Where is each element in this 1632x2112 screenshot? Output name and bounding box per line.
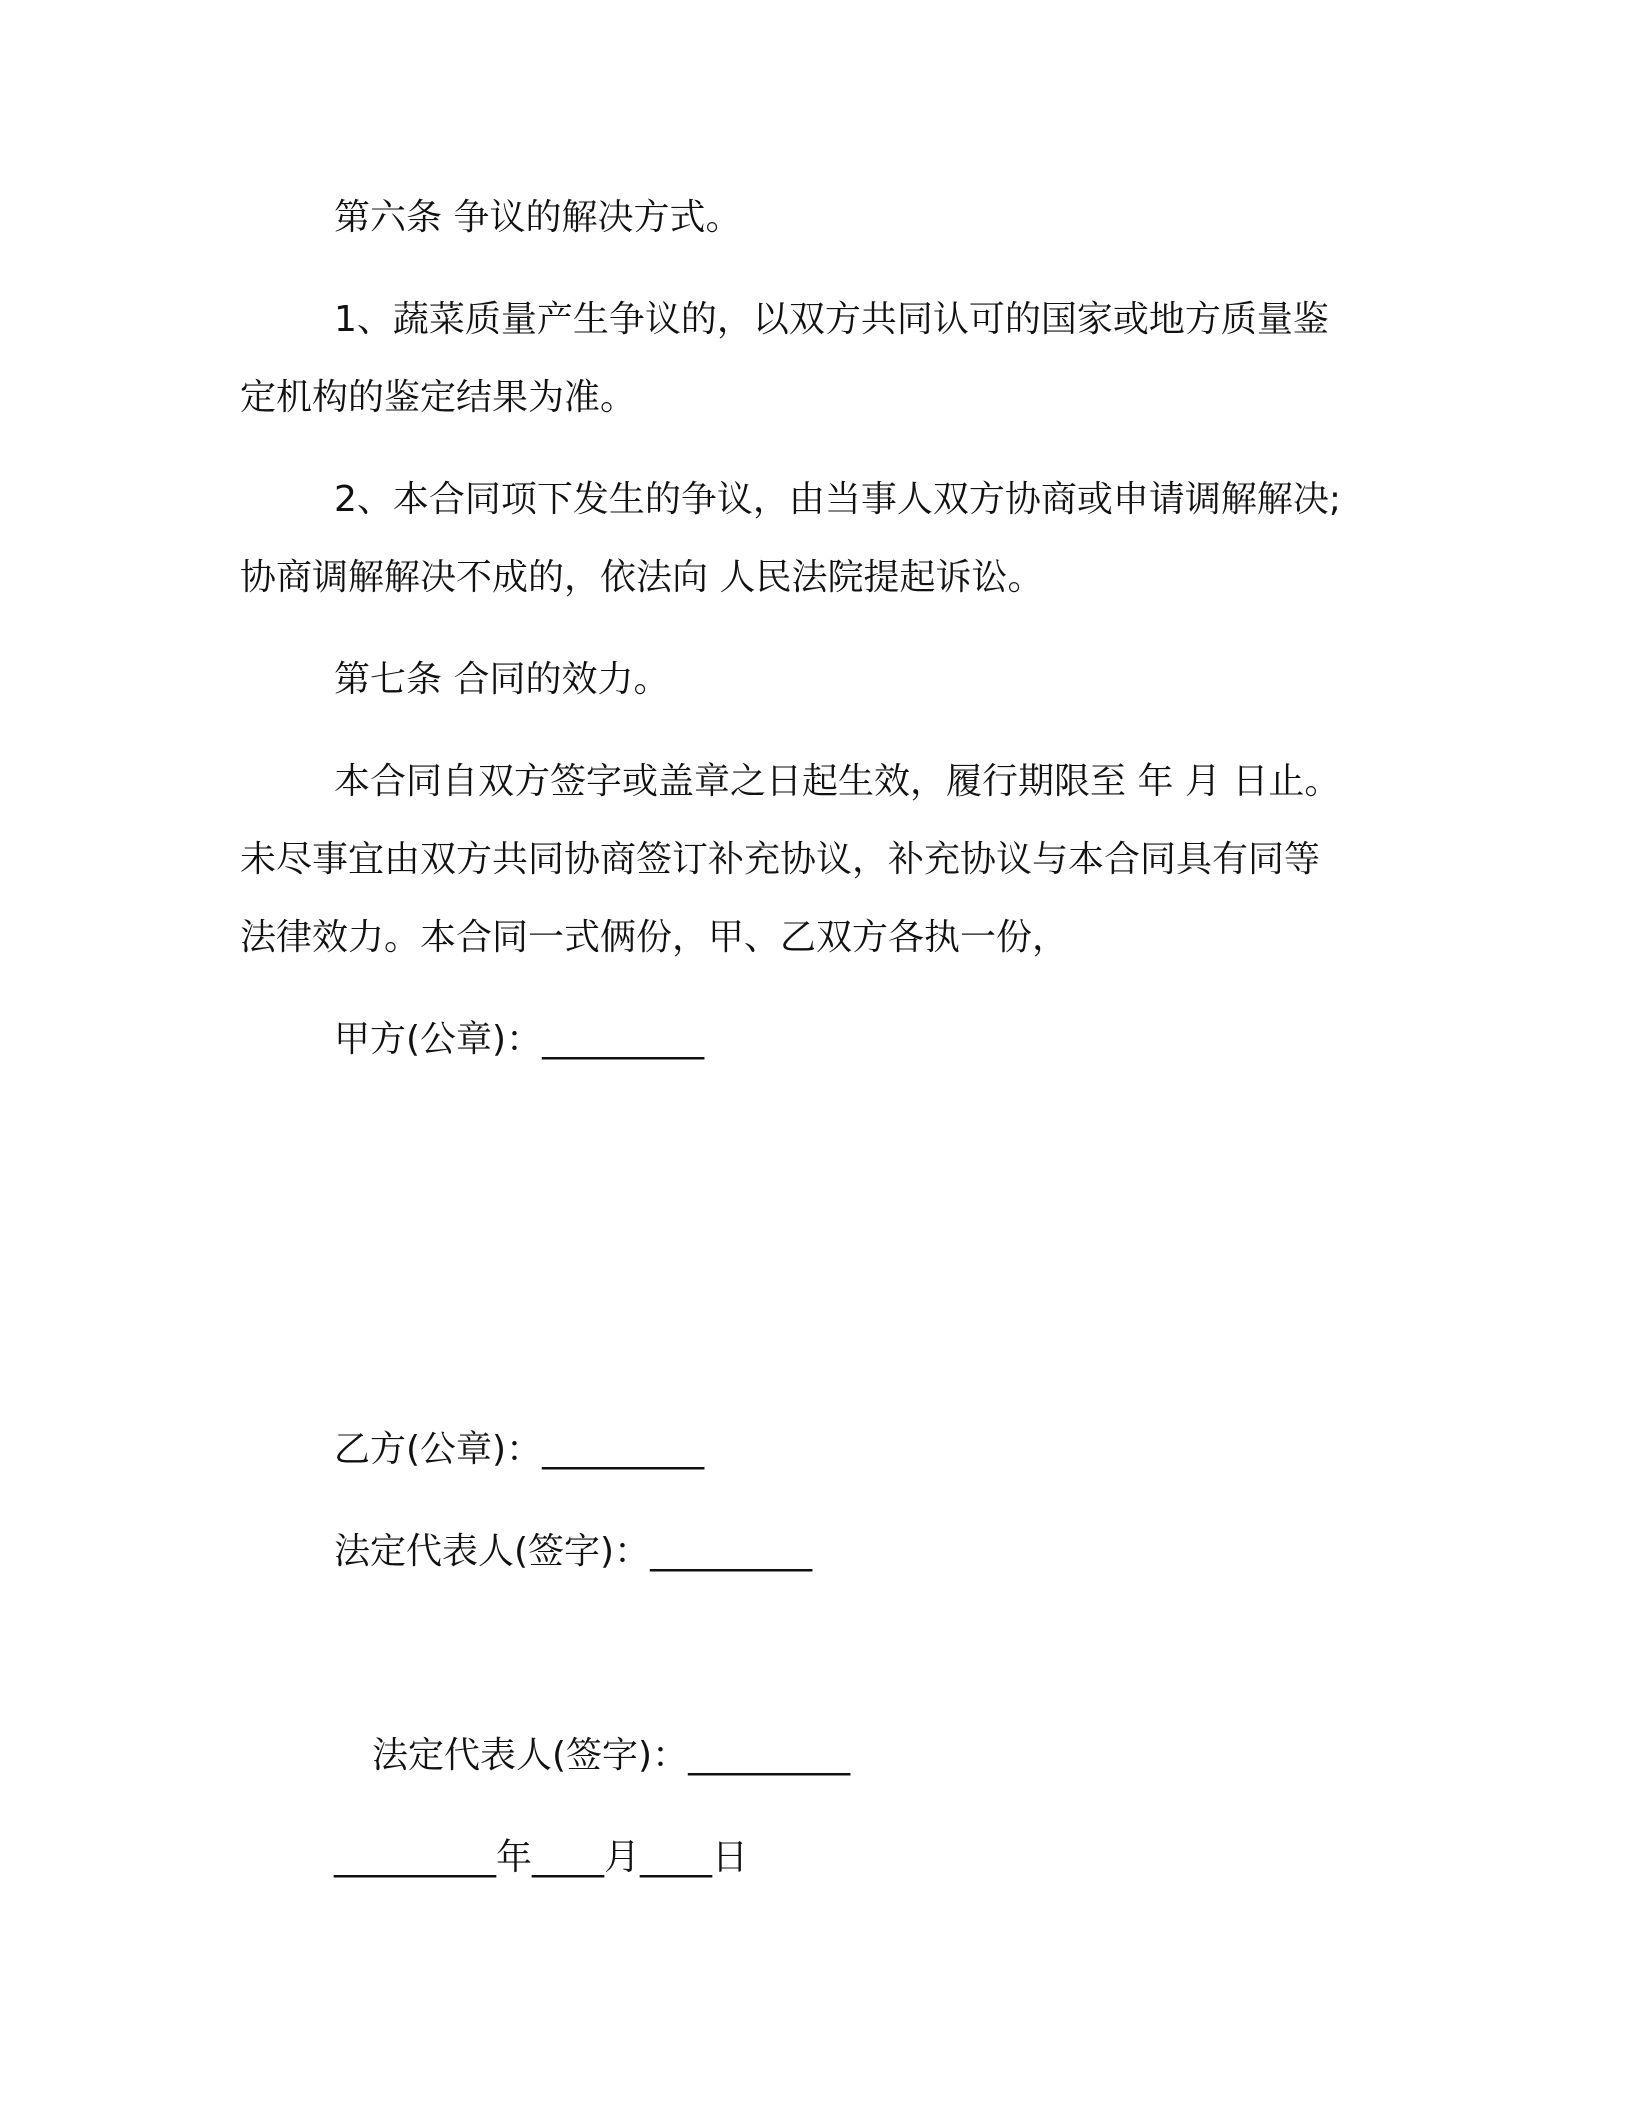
signing-date-line: _________年____月____日 bbox=[334, 1837, 748, 1878]
article-7-heading: 第七条 合同的效力。 bbox=[334, 659, 670, 700]
article-6-item-1-line-2: 定机构的鉴定结果为准。 bbox=[240, 377, 637, 418]
article-7-para-line-2: 未尽事宜由双方共同协商签订补充协议，补充协议与本合同具有同等 bbox=[240, 839, 1321, 880]
article-6-item-2-line-2: 协商调解解决不成的，依法向 人民法院提起诉讼。 bbox=[240, 557, 1044, 598]
legal-rep-signature-line-2: 法定代表人(签字)：_________ bbox=[372, 1735, 851, 1776]
article-6-item-1-line-1: 1、蔬菜质量产生争议的，以双方共同认可的国家或地方质量鉴 bbox=[334, 299, 1329, 340]
article-6-item-2-line-1: 2、本合同项下发生的争议，由当事人双方协商或申请调解解决; bbox=[334, 479, 1342, 520]
article-6-heading: 第六条 争议的解决方式。 bbox=[334, 197, 742, 238]
article-7-para-line-3: 法律效力。本合同一式俩份，甲、乙双方各执一份， bbox=[240, 917, 1069, 958]
article-7-para-line-1: 本合同自双方签字或盖章之日起生效，履行期限至 年 月 日止。 bbox=[334, 761, 1341, 802]
party-b-seal-line: 乙方(公章)：_________ bbox=[334, 1429, 705, 1470]
legal-rep-signature-line-1: 法定代表人(签字)：_________ bbox=[334, 1531, 813, 1572]
party-a-seal-line: 甲方(公章)：_________ bbox=[334, 1019, 705, 1060]
